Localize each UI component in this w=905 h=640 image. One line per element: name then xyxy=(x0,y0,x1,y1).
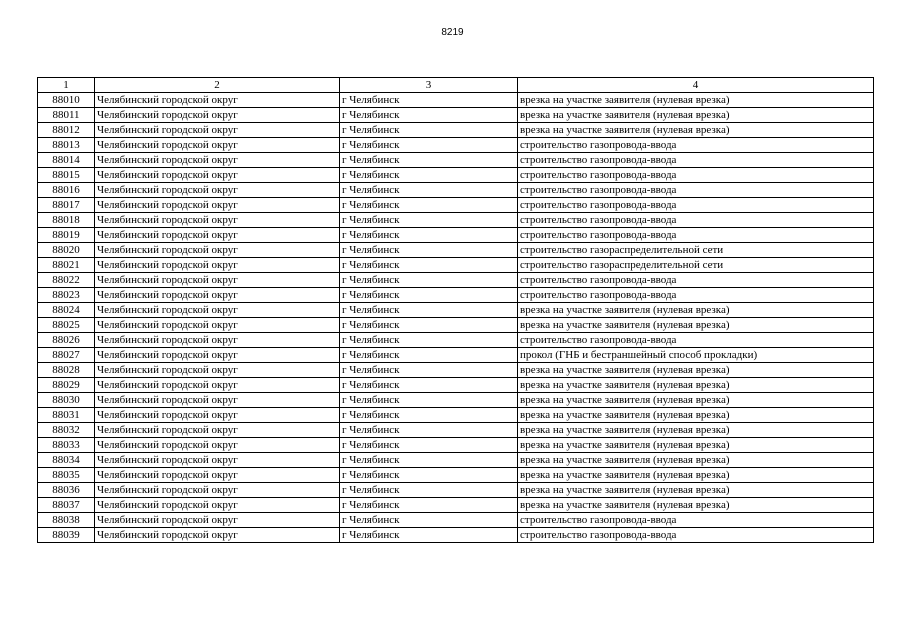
cell-settlement: г Челябинск xyxy=(340,363,518,378)
cell-municipality: Челябинский городской округ xyxy=(95,423,340,438)
cell-number: 88031 xyxy=(38,408,95,423)
table-row xyxy=(38,108,874,123)
cell-settlement: г Челябинск xyxy=(340,243,518,258)
cell-work-type: строительство газопровода-ввода xyxy=(518,153,874,168)
cell-municipality: Челябинский городской округ xyxy=(95,258,340,273)
table-row xyxy=(38,348,874,363)
cell-municipality: Челябинский городской округ xyxy=(95,123,340,138)
cell-number: 88023 xyxy=(38,288,95,303)
column-header-4: 4 xyxy=(518,78,874,93)
table-row xyxy=(38,513,874,528)
cell-settlement: г Челябинск xyxy=(340,258,518,273)
table-row xyxy=(38,93,874,108)
cell-work-type: строительство газопровода-ввода xyxy=(518,168,874,183)
cell-work-type: врезка на участке заявителя (нулевая врезка) xyxy=(518,318,874,333)
column-header-1: 1 xyxy=(38,78,95,93)
cell-settlement: г Челябинск xyxy=(340,213,518,228)
table-row xyxy=(38,243,874,258)
table-row xyxy=(38,453,874,468)
cell-settlement: г Челябинск xyxy=(340,528,518,543)
cell-municipality: Челябинский городской округ xyxy=(95,348,340,363)
cell-settlement: г Челябинск xyxy=(340,168,518,183)
cell-number: 88021 xyxy=(38,258,95,273)
cell-settlement: г Челябинск xyxy=(340,303,518,318)
table-row xyxy=(38,228,874,243)
cell-settlement: г Челябинск xyxy=(340,333,518,348)
cell-settlement: г Челябинск xyxy=(340,273,518,288)
cell-municipality: Челябинский городской округ xyxy=(95,183,340,198)
cell-number: 88028 xyxy=(38,363,95,378)
cell-municipality: Челябинский городской округ xyxy=(95,468,340,483)
table-row xyxy=(38,393,874,408)
cell-work-type: строительство газопровода-ввода xyxy=(518,213,874,228)
cell-work-type: строительство газопровода-ввода xyxy=(518,198,874,213)
cell-number: 88014 xyxy=(38,153,95,168)
cell-municipality: Челябинский городской округ xyxy=(95,213,340,228)
table-row xyxy=(38,198,874,213)
cell-municipality: Челябинский городской округ xyxy=(95,333,340,348)
table-row xyxy=(38,378,874,393)
table-row xyxy=(38,258,874,273)
cell-work-type: строительство газопровода-ввода xyxy=(518,183,874,198)
cell-number: 88029 xyxy=(38,378,95,393)
table-row xyxy=(38,423,874,438)
cell-settlement: г Челябинск xyxy=(340,348,518,363)
table-row xyxy=(38,153,874,168)
table-row xyxy=(38,123,874,138)
cell-municipality: Челябинский городской округ xyxy=(95,498,340,513)
cell-work-type: строительство газопровода-ввода xyxy=(518,138,874,153)
cell-number: 88022 xyxy=(38,273,95,288)
cell-work-type: строительство газопровода-ввода xyxy=(518,288,874,303)
cell-settlement: г Челябинск xyxy=(340,438,518,453)
cell-number: 88037 xyxy=(38,498,95,513)
cell-settlement: г Челябинск xyxy=(340,378,518,393)
cell-work-type: строительство газопровода-ввода xyxy=(518,273,874,288)
cell-work-type: врезка на участке заявителя (нулевая врезка) xyxy=(518,483,874,498)
cell-work-type: строительство газопровода-ввода xyxy=(518,513,874,528)
table-row xyxy=(38,288,874,303)
cell-municipality: Челябинский городской округ xyxy=(95,363,340,378)
cell-number: 88030 xyxy=(38,393,95,408)
cell-number: 88010 xyxy=(38,93,95,108)
cell-municipality: Челябинский городской округ xyxy=(95,303,340,318)
cell-settlement: г Челябинск xyxy=(340,513,518,528)
cell-number: 88011 xyxy=(38,108,95,123)
cell-work-type: строительство газораспределительной сети xyxy=(518,243,874,258)
table-row xyxy=(38,183,874,198)
cell-work-type: врезка на участке заявителя (нулевая врезка) xyxy=(518,453,874,468)
cell-work-type: врезка на участке заявителя (нулевая врезка) xyxy=(518,468,874,483)
cell-settlement: г Челябинск xyxy=(340,93,518,108)
table-row xyxy=(38,408,874,423)
cell-number: 88020 xyxy=(38,243,95,258)
table-row xyxy=(38,438,874,453)
cell-settlement: г Челябинск xyxy=(340,453,518,468)
cell-settlement: г Челябинск xyxy=(340,468,518,483)
cell-number: 88038 xyxy=(38,513,95,528)
table-row xyxy=(38,138,874,153)
cell-work-type: врезка на участке заявителя (нулевая врезка) xyxy=(518,123,874,138)
cell-municipality: Челябинский городской округ xyxy=(95,483,340,498)
cell-municipality: Челябинский городской округ xyxy=(95,438,340,453)
column-header-3: 3 xyxy=(340,78,518,93)
cell-municipality: Челябинский городской округ xyxy=(95,138,340,153)
cell-settlement: г Челябинск xyxy=(340,423,518,438)
cell-number: 88013 xyxy=(38,138,95,153)
cell-municipality: Челябинский городской округ xyxy=(95,243,340,258)
table-row xyxy=(38,318,874,333)
cell-number: 88015 xyxy=(38,168,95,183)
table-row xyxy=(38,168,874,183)
cell-municipality: Челябинский городской округ xyxy=(95,273,340,288)
cell-municipality: Челябинский городской округ xyxy=(95,393,340,408)
cell-number: 88018 xyxy=(38,213,95,228)
cell-number: 88033 xyxy=(38,438,95,453)
table-row xyxy=(38,273,874,288)
cell-work-type: строительство газораспределительной сети xyxy=(518,258,874,273)
cell-work-type: прокол (ГНБ и бестраншейный способ прокладки) xyxy=(518,348,874,363)
table-row xyxy=(38,363,874,378)
cell-work-type: врезка на участке заявителя (нулевая врезка) xyxy=(518,363,874,378)
cell-settlement: г Челябинск xyxy=(340,483,518,498)
cell-number: 88039 xyxy=(38,528,95,543)
cell-number: 88034 xyxy=(38,453,95,468)
cell-work-type: врезка на участке заявителя (нулевая врезка) xyxy=(518,408,874,423)
cell-municipality: Челябинский городской округ xyxy=(95,528,340,543)
cell-number: 88032 xyxy=(38,423,95,438)
cell-work-type: врезка на участке заявителя (нулевая врезка) xyxy=(518,108,874,123)
cell-settlement: г Челябинск xyxy=(340,318,518,333)
cell-work-type: врезка на участке заявителя (нулевая врезка) xyxy=(518,378,874,393)
cell-municipality: Челябинский городской округ xyxy=(95,513,340,528)
cell-municipality: Челябинский городской округ xyxy=(95,453,340,468)
table-row xyxy=(38,528,874,543)
cell-municipality: Челябинский городской округ xyxy=(95,378,340,393)
cell-settlement: г Челябинск xyxy=(340,498,518,513)
cell-municipality: Челябинский городской округ xyxy=(95,93,340,108)
table-body xyxy=(38,93,874,543)
cell-number: 88019 xyxy=(38,228,95,243)
cell-number: 88036 xyxy=(38,483,95,498)
cell-municipality: Челябинский городской округ xyxy=(95,198,340,213)
cell-work-type: врезка на участке заявителя (нулевая врезка) xyxy=(518,93,874,108)
cell-number: 88024 xyxy=(38,303,95,318)
table-row xyxy=(38,213,874,228)
cell-number: 88017 xyxy=(38,198,95,213)
cell-municipality: Челябинский городской округ xyxy=(95,153,340,168)
cell-settlement: г Челябинск xyxy=(340,108,518,123)
cell-work-type: врезка на участке заявителя (нулевая врезка) xyxy=(518,303,874,318)
table-header-row xyxy=(38,78,874,93)
cell-number: 88012 xyxy=(38,123,95,138)
cell-work-type: врезка на участке заявителя (нулевая врезка) xyxy=(518,498,874,513)
cell-settlement: г Челябинск xyxy=(340,138,518,153)
cell-work-type: врезка на участке заявителя (нулевая врезка) xyxy=(518,438,874,453)
cell-settlement: г Челябинск xyxy=(340,123,518,138)
cell-settlement: г Челябинск xyxy=(340,198,518,213)
table-row xyxy=(38,483,874,498)
cell-settlement: г Челябинск xyxy=(340,153,518,168)
cell-number: 88035 xyxy=(38,468,95,483)
cell-municipality: Челябинский городской округ xyxy=(95,318,340,333)
cell-work-type: врезка на участке заявителя (нулевая врезка) xyxy=(518,393,874,408)
table-row xyxy=(38,333,874,348)
cell-number: 88026 xyxy=(38,333,95,348)
cell-work-type: строительство газопровода-ввода xyxy=(518,333,874,348)
cell-municipality: Челябинский городской округ xyxy=(95,168,340,183)
cell-settlement: г Челябинск xyxy=(340,393,518,408)
table-row xyxy=(38,498,874,513)
cell-work-type: строительство газопровода-ввода xyxy=(518,228,874,243)
cell-number: 88016 xyxy=(38,183,95,198)
cell-settlement: г Челябинск xyxy=(340,288,518,303)
cell-settlement: г Челябинск xyxy=(340,183,518,198)
page-number: 8219 xyxy=(441,27,464,38)
cell-municipality: Челябинский городской округ xyxy=(95,408,340,423)
cell-municipality: Челябинский городской округ xyxy=(95,288,340,303)
registry-table xyxy=(37,77,874,543)
cell-number: 88025 xyxy=(38,318,95,333)
table-header xyxy=(38,78,874,93)
cell-settlement: г Челябинск xyxy=(340,408,518,423)
table-row xyxy=(38,468,874,483)
table-row xyxy=(38,303,874,318)
cell-work-type: врезка на участке заявителя (нулевая врезка) xyxy=(518,423,874,438)
cell-settlement: г Челябинск xyxy=(340,228,518,243)
cell-work-type: строительство газопровода-ввода xyxy=(518,528,874,543)
cell-municipality: Челябинский городской округ xyxy=(95,108,340,123)
cell-number: 88027 xyxy=(38,348,95,363)
cell-municipality: Челябинский городской округ xyxy=(95,228,340,243)
column-header-2: 2 xyxy=(95,78,340,93)
